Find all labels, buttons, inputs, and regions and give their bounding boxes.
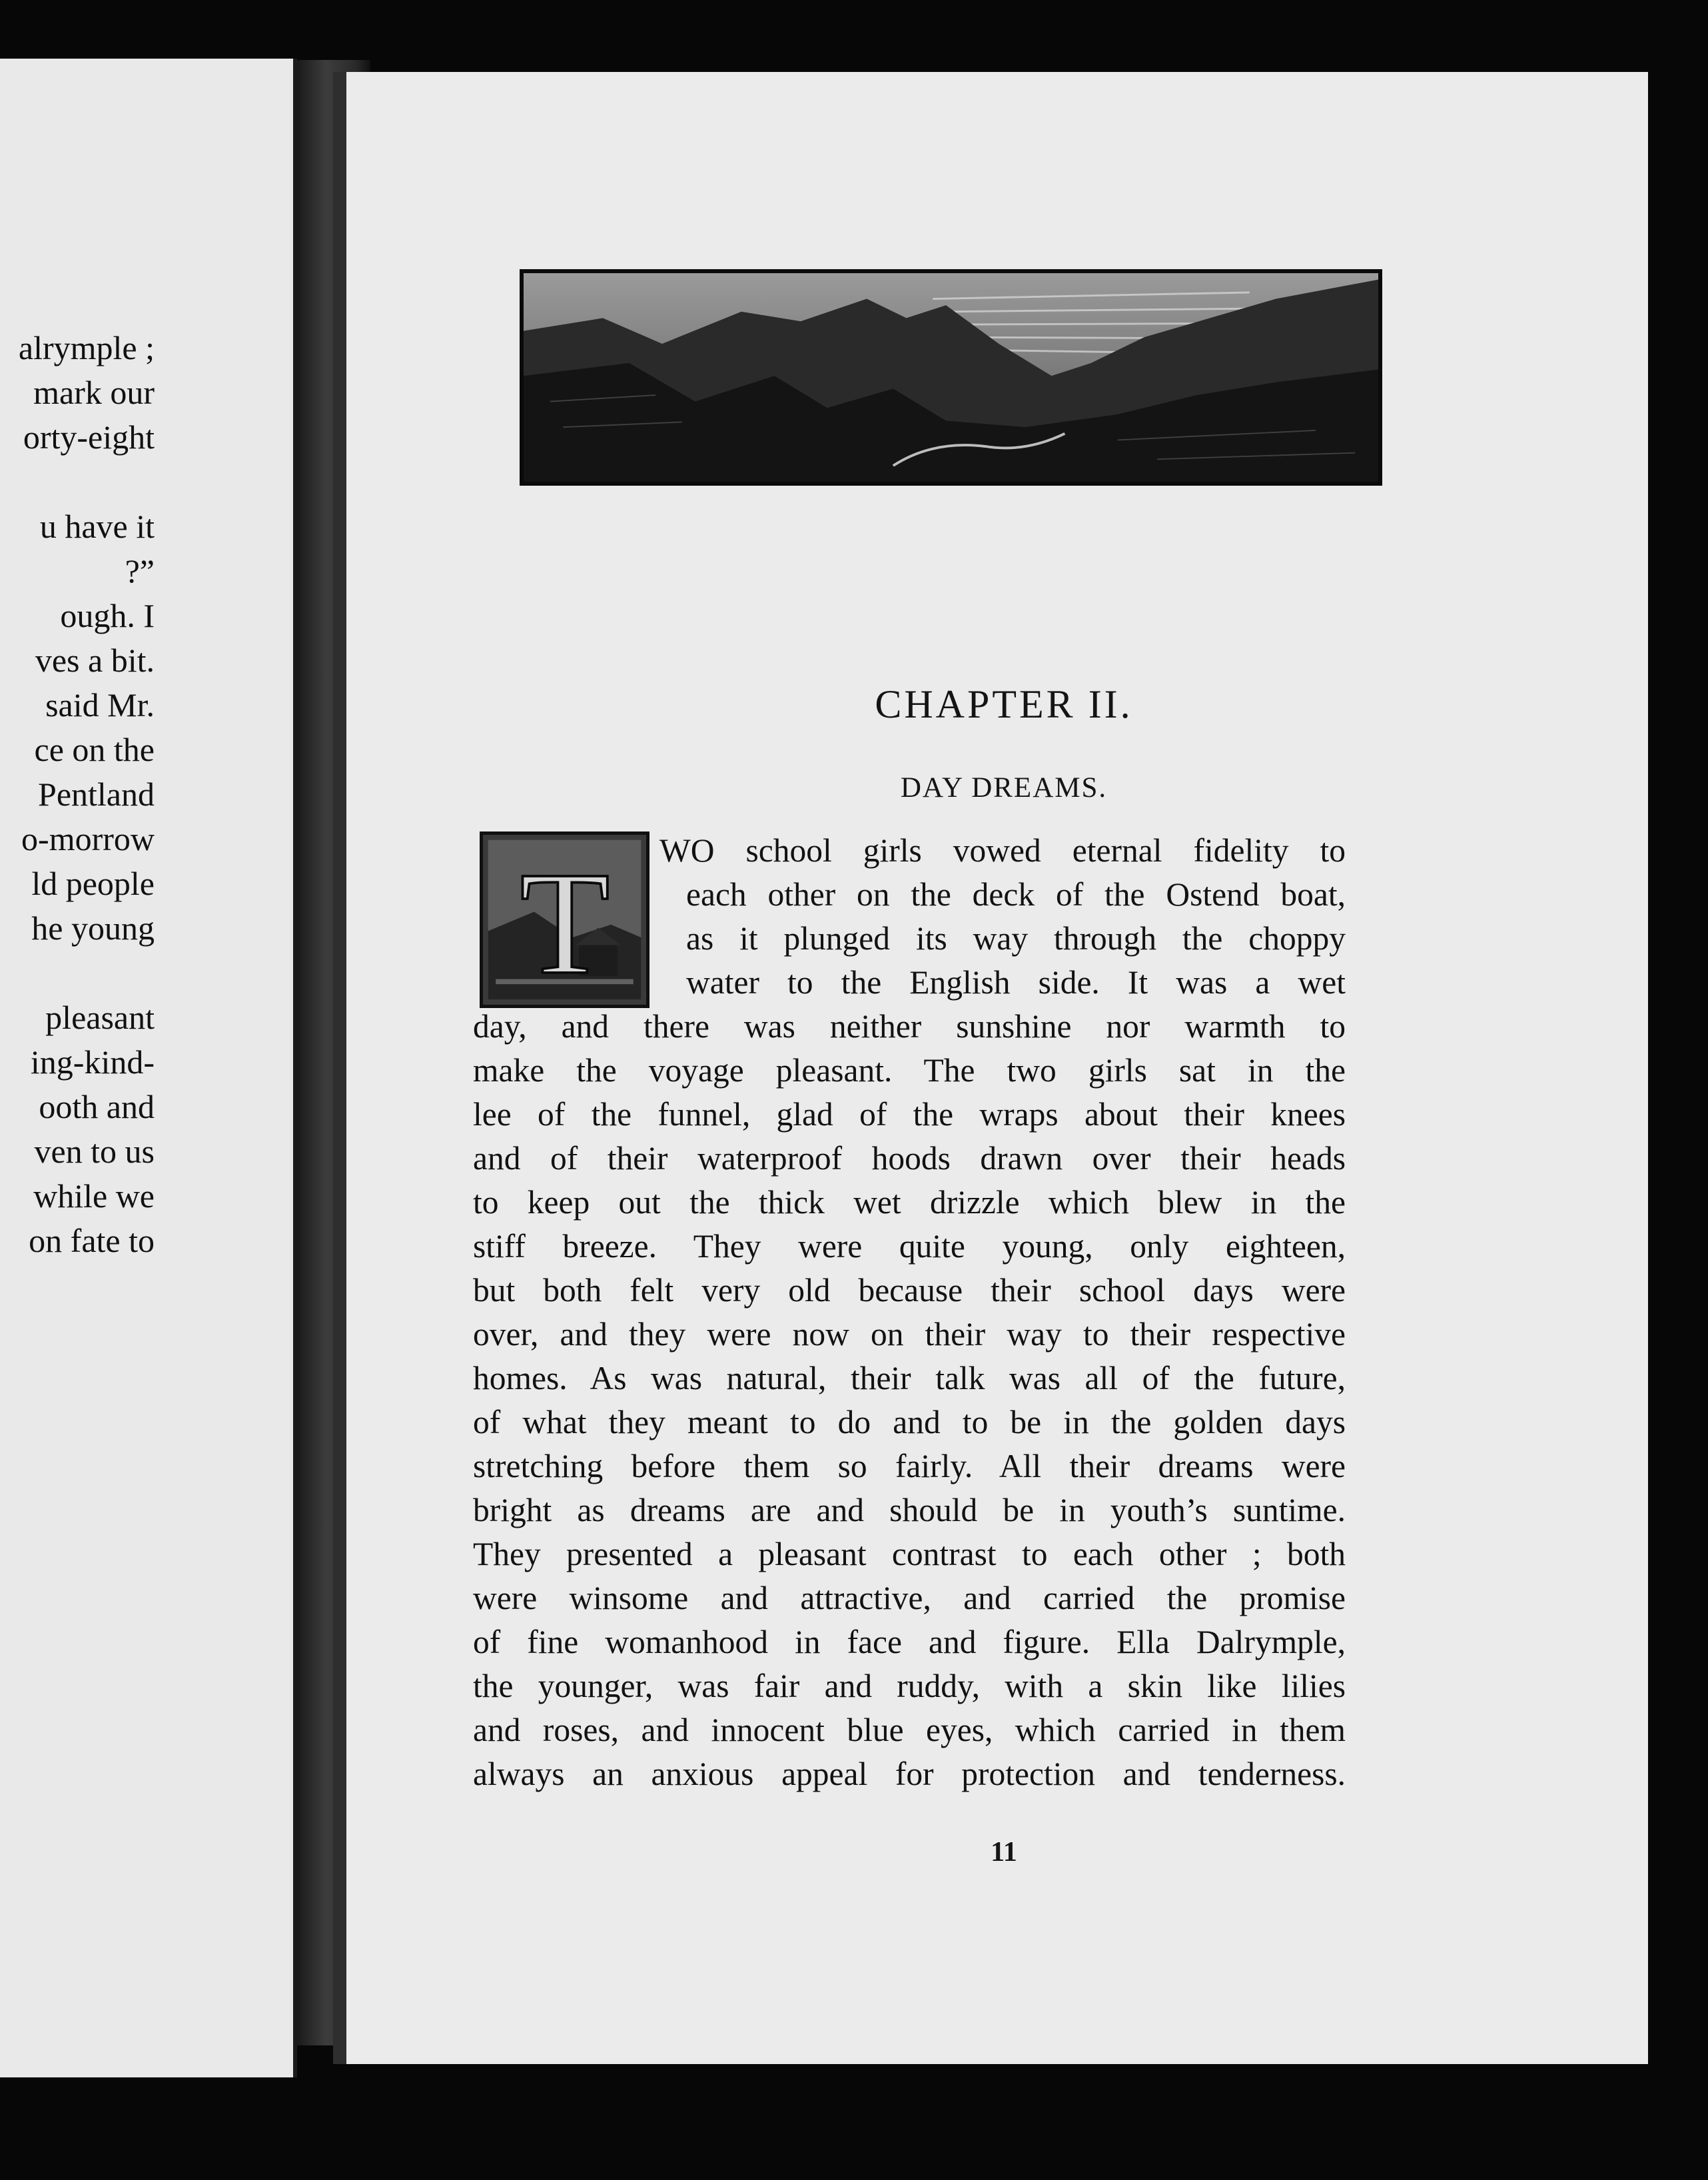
body-text-line: of fine womanhood in face and figure. Ella Dalrymple, xyxy=(473,1624,1346,1660)
body-text-line: lee of the funnel, glad of the wraps about their knees xyxy=(473,1096,1346,1133)
drop-cap-letter: T xyxy=(520,841,610,1005)
previous-page-line: ce on the xyxy=(34,731,155,768)
body-text-line: each other on the deck of the Ostend boat, xyxy=(686,876,1346,913)
decorated-drop-cap xyxy=(480,831,649,1008)
previous-page-line: pleasant xyxy=(45,999,155,1036)
previous-page-line: while we xyxy=(33,1177,155,1215)
body-text-line: as it plunged its way through the choppy xyxy=(686,920,1346,957)
body-text-line: over, and they were now on their way to their respective xyxy=(473,1316,1346,1353)
body-text-line: make the voyage pleasant. The two girls sat in the xyxy=(473,1052,1346,1089)
previous-page-line: orty-eight xyxy=(23,418,155,456)
current-page xyxy=(333,72,1648,2064)
body-text-line: always an anxious appeal for protection and tenderness. xyxy=(473,1756,1346,1792)
previous-page-line: said Mr. xyxy=(45,686,155,724)
body-text-line: day, and there was neither sunshine nor warmth to xyxy=(473,1008,1346,1045)
body-text-line: were winsome and attractive, and carried the promise xyxy=(473,1580,1346,1616)
body-text-line: stiff breeze. They were quite young, only eighteen, xyxy=(473,1228,1346,1265)
body-text-line: water to the English side. It was a wet xyxy=(686,964,1346,1001)
chapter-title: CHAPTER II. xyxy=(875,682,1133,726)
previous-page-line: ves a bit. xyxy=(35,642,155,679)
previous-page-line: mark our xyxy=(33,374,155,411)
previous-page-line: on fate to xyxy=(29,1222,155,1259)
body-text-line: WO school girls vowed eternal fidelity to xyxy=(659,832,1346,869)
previous-page-line: ough. I xyxy=(60,597,155,634)
body-text-line: bright as dreams are and should be in youth’s suntime. xyxy=(473,1492,1346,1528)
previous-page-line: alrymple ; xyxy=(18,329,155,366)
previous-page-line: Pentland xyxy=(38,776,155,813)
previous-page-line: ld people xyxy=(31,865,155,902)
section-title: DAY DREAMS. xyxy=(900,772,1108,804)
body-text-line: homes. As was natural, their talk was all of the future, xyxy=(473,1360,1346,1396)
previous-page-line: ooth and xyxy=(39,1088,155,1125)
body-text-line: and of their waterproof hoods drawn over their heads xyxy=(473,1140,1346,1177)
previous-page-line: u have it xyxy=(39,508,155,545)
page-number: 11 xyxy=(991,1837,1017,1868)
previous-page xyxy=(0,59,297,2077)
previous-page-line: ?” xyxy=(125,552,155,590)
previous-page-line: ven to us xyxy=(34,1133,155,1170)
body-text-line: to keep out the thick wet drizzle which blew in the xyxy=(473,1184,1346,1221)
chapter-header-illustration xyxy=(520,269,1382,486)
body-text-line: and roses, and innocent blue eyes, which carried in them xyxy=(473,1712,1346,1748)
previous-page-line: he young xyxy=(31,909,155,947)
previous-page-line: o-morrow xyxy=(21,820,155,857)
body-text-line: the younger, was fair and ruddy, with a skin like lilies xyxy=(473,1668,1346,1704)
previous-page-line: ing-kind- xyxy=(30,1043,155,1081)
body-text-line: but both felt very old because their school days were xyxy=(473,1272,1346,1309)
body-text-line: They presented a pleasant contrast to each other ; both xyxy=(473,1536,1346,1572)
body-text-line: stretching before them so fairly. All their dreams were xyxy=(473,1448,1346,1484)
body-text-line: of what they meant to do and to be in the golden days xyxy=(473,1404,1346,1440)
